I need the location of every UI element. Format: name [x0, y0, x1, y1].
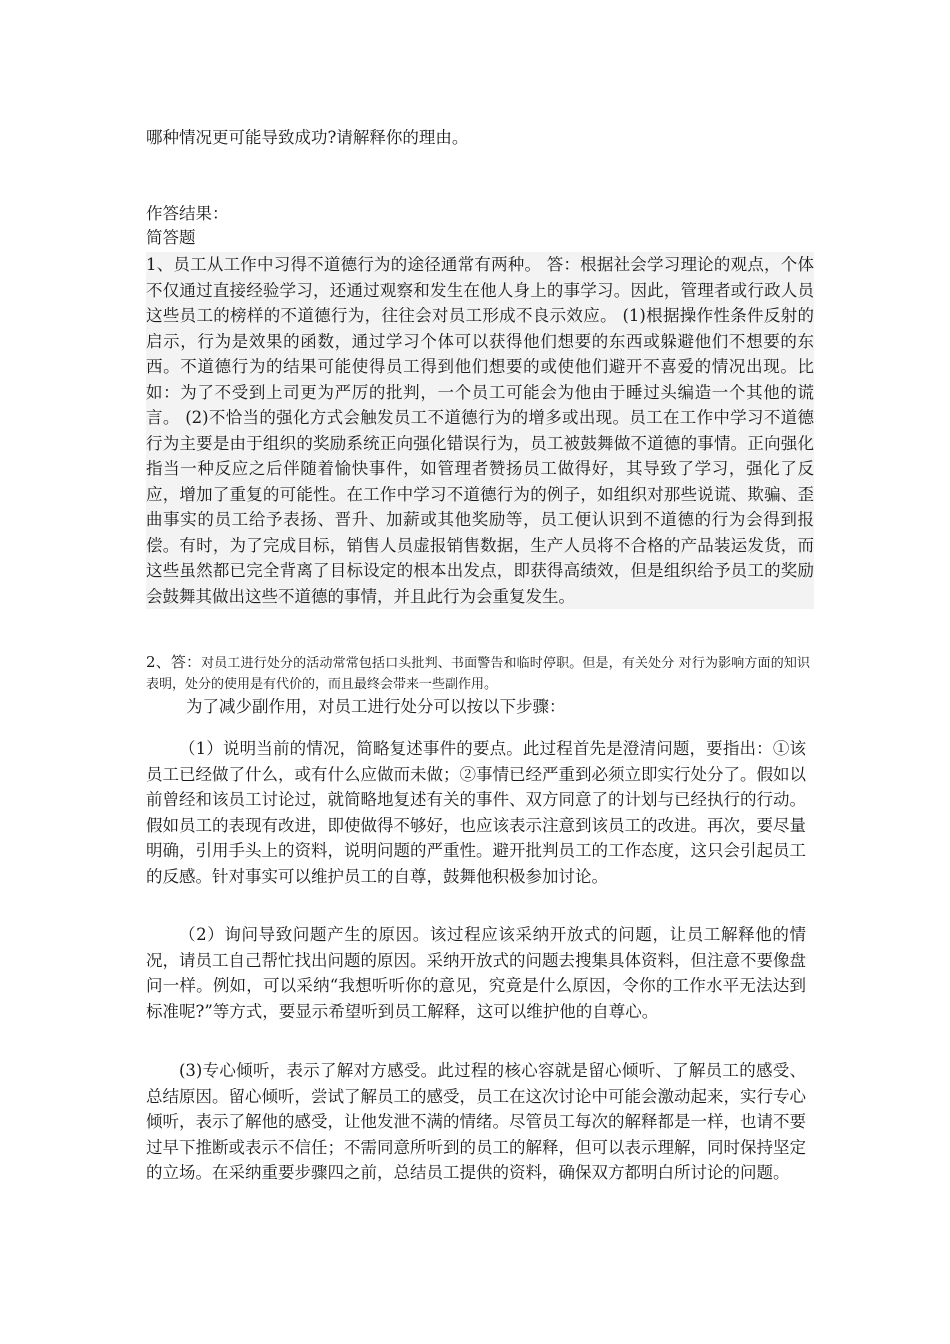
answer-2-text: 对员工进行处分的活动常常包括口头批判、书面警告和临时停职。但是，有关处分 对行为影响方面的知识表明，处分的使用是有代价的，而且最终会带来一些副作用。: [146, 656, 811, 692]
step-3-paragraph: [146, 1058, 806, 1186]
step-2-paragraph: [146, 922, 806, 1024]
step-1-text: （1）说明当前的情况，简略复述事件的要点。此过程首先是澄清问题，要指出：①该员工已经做了什么，或有什么应做而未做；②事情已经严重到必须立即实行处分了。假如以前曾经和该员工讨论过，就简略地复述有关的事件、双方同意了的计划与已经执行的行动。假如员工的表现有改进，即使做得不够好，也应该表示注意到该员工的改进。再次，要尽量明确，引用手头上的资料，说明问题的严重性。避开批判员工的工作态度，这只会引起员工的反感。针对事实可以维护员工的自尊，鼓舞他积极参加讨论。: [146, 739, 806, 886]
section-heading: 简答题: [146, 228, 196, 247]
steps-intro: 为了减少副作用，对员工进行处分可以按以下步骤：: [186, 697, 566, 716]
step-1-paragraph: [146, 736, 806, 889]
answer-2-paragraph: [146, 652, 810, 695]
answer-2-label: 2、答：: [146, 653, 202, 671]
step-3-text: (3)专心倾听，表示了解对方感受。此过程的核心容就是留心倾听、了解员工的感受、总结原因。留心倾听，尝试了解员工的感受，员工在这次讨论中可能会激动起来，实行专心倾听，表示了解他的感受，让他发泄不满的情绪。尽管员工每次的解释都是一样，也请不要过早下推断或表示不信任；不需同意所听到的员工的解释，但可以表示理解，同时保持坚定的立场。在采纳重要步骤四之前，总结员工提供的资料，确保双方都明白所讨论的问题。: [146, 1061, 806, 1182]
question-tail-text: 哪种情况更可能导致成功?请解释你的理由。: [146, 128, 469, 147]
result-heading: 作答结果：: [146, 204, 229, 223]
answer-1-paragraph: 1、员工从工作中习得不道德行为的途径通常有两种。 答：根据社会学习理论的观点，个体不仅通过直接经验学习，还通过观察和发生在他人身上的事学习。因此，管理者或行政人员这些员工的榜样的不道德行为，往往会对员工形成不良示效应。 (1)根据操作性条件反射的启示，行为是效果的函数，通过学习个体可以获得他们想要的东西或躲避他们不想要的东西。不道德行为的结果可能使得员工得到他们想要的或使他们避开不喜爱的情况出现。比如：为了不受到上司更为严厉的批判，一个员工可能会为他由于睡过头编造一个其他的谎言。 (2)不恰当的强化方式会触发员工不道德行为的增多或出现。员工在工作中学习不道德行为主要是由于组织的奖励系统正向强化错误行为，员工被鼓舞做不道德的事情。正向强化指当一种反应之后伴随着愉快事件，如管理者赞扬员工做得好，其导致了学习，强化了反应，增加了重复的可能性。在工作中学习不道德行为的例子，如组织对那些说谎、欺骗、歪曲事实的员工给予表扬、晋升、加薪或其他奖励等，员工便认识到不道德的行为会得到报偿。有时，为了完成目标，销售人员虚报销售数据，生产人员将不合格的产品装运发货，而这些虽然都已完全背离了目标设定的根本出发点，即获得高绩效，但是组织给予员工的奖励会鼓舞其做出这些不道德的事情，并且此行为会重复发生。: [146, 252, 814, 609]
step-2-text: （2）询问导致问题产生的原因。该过程应该采纳开放式的问题，让员工解释他的情况，请员工自己帮忙找出问题的原因。采纳开放式的问题去搜集具体资料，但注意不要像盘问一样。例如，可以采纳“我想听听你的意见，究竟是什么原因，令你的工作水平无法达到标准呢?”等方式，要显示希望听到员工解释，这可以维护他的自尊心。: [146, 925, 806, 1021]
